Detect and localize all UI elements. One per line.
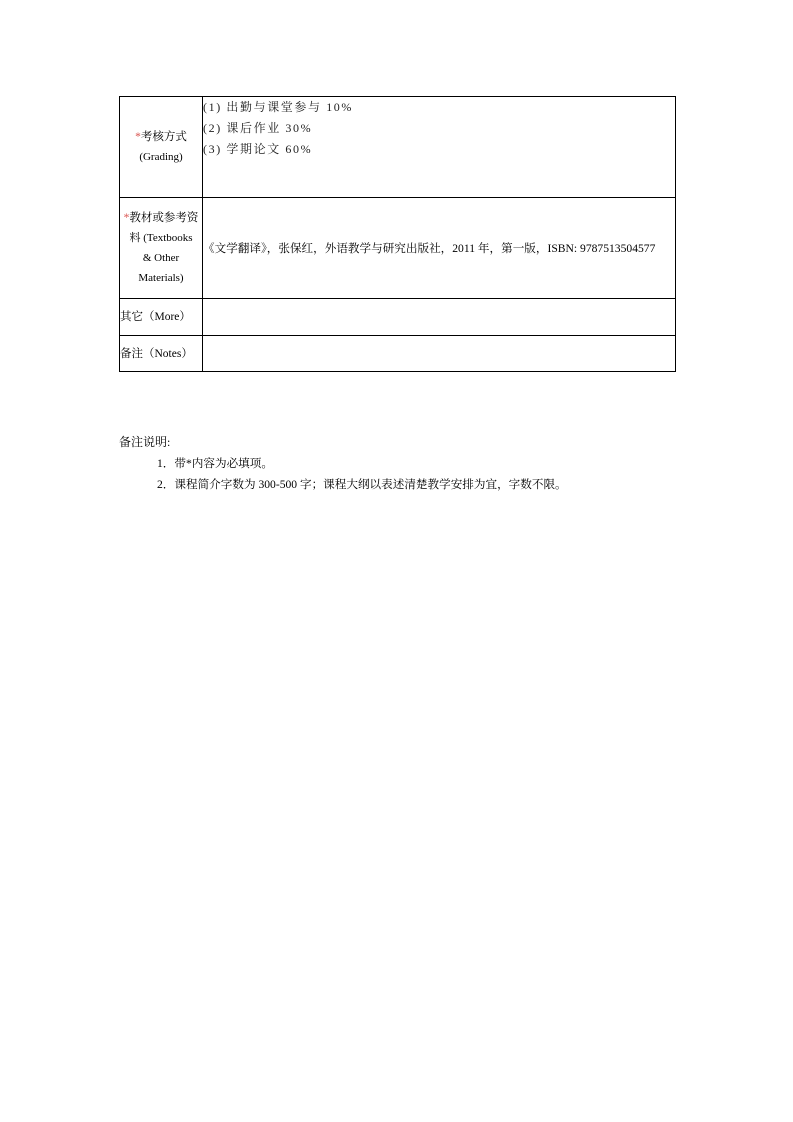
grading-label-en: (Grading) <box>139 151 183 163</box>
remarks-heading: 备注说明: <box>119 435 171 449</box>
textbooks-value: 《文学翻译》，张保红，外语教学与研究出版社，2011 年，第一版，ISBN: 9787513504577 <box>203 198 676 299</box>
grading-value-cell <box>203 97 676 198</box>
textbooks-label-line3: & Other <box>142 252 180 264</box>
more-row <box>120 299 676 336</box>
remarks-item-wordcount: 2．课程简介字数为 300-500 字；课程大纲以表述清楚教学安排为宜，字数不限。 <box>157 478 567 491</box>
textbooks-label-cell <box>120 198 203 299</box>
notes-label: 备注（Notes） <box>120 336 203 372</box>
textbooks-label-line2: 料 (Textbooks <box>129 232 193 244</box>
notes-value <box>203 336 676 372</box>
remarks-item-required: 1．带*内容为必填项。 <box>157 457 273 470</box>
remarks-section <box>119 432 567 495</box>
remarks-list <box>119 453 567 495</box>
textbooks-label-line1: *教材或参考资 <box>123 212 199 224</box>
textbooks-label-line4: Materials) <box>138 272 184 284</box>
grading-item-homework: (2) 课后作业 30% <box>203 121 313 135</box>
grading-label: *考核方式 <box>135 131 187 143</box>
grading-row <box>120 97 676 198</box>
more-value <box>203 299 676 336</box>
required-star: * <box>135 131 141 143</box>
textbooks-row <box>120 198 676 299</box>
grading-item-attendance: (1) 出勤与课堂参与 10% <box>203 100 353 114</box>
course-info-table <box>119 96 676 372</box>
grading-label-cell <box>120 97 203 198</box>
notes-row <box>120 336 676 372</box>
grading-item-paper: (3) 学期论文 60% <box>203 142 313 156</box>
required-star: * <box>123 212 130 224</box>
more-label: 其它（More） <box>120 299 203 336</box>
